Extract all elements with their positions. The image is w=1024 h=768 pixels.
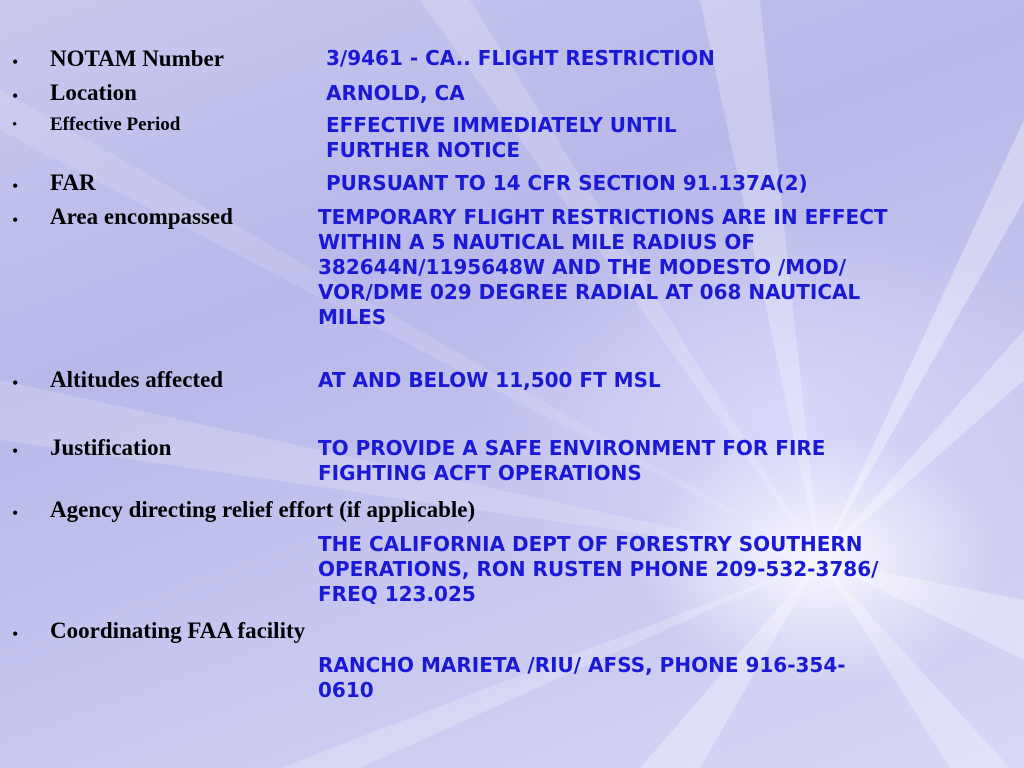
bullet: • bbox=[12, 176, 19, 196]
bullet: • bbox=[12, 441, 19, 461]
bullet: • bbox=[12, 52, 19, 72]
value-effective-period-line-2: FURTHER NOTICE bbox=[326, 138, 520, 162]
bullet: • bbox=[12, 117, 18, 133]
label-notam-number: NOTAM Number bbox=[50, 46, 224, 71]
label-agency-directing: Agency directing relief effort (if applicable) bbox=[50, 497, 476, 522]
value-area-line-1: TEMPORARY FLIGHT RESTRICTIONS ARE IN EFFECT bbox=[318, 205, 888, 229]
value-area-line-5: MILES bbox=[318, 305, 387, 329]
bullet: • bbox=[12, 503, 19, 523]
value-agency-line-3: FREQ 123.025 bbox=[318, 582, 476, 606]
value-agency-line-1: THE CALIFORNIA DEPT OF FORESTRY SOUTHERN bbox=[318, 532, 863, 556]
bullet: • bbox=[12, 624, 19, 644]
value-notam-number: 3/9461 - CA.. FLIGHT RESTRICTION bbox=[326, 46, 715, 70]
value-altitudes-affected: AT AND BELOW 11,500 FT MSL bbox=[318, 368, 661, 392]
value-facility-line-1: RANCHO MARIETA /RIU/ AFSS, PHONE 916-354- bbox=[318, 653, 846, 677]
bullet: • bbox=[12, 210, 19, 230]
label-far: FAR bbox=[50, 170, 96, 195]
label-justification: Justification bbox=[50, 435, 172, 460]
bullet: • bbox=[12, 86, 19, 106]
label-effective-period: Effective Period bbox=[50, 114, 181, 135]
label-area-encompassed: Area encompassed bbox=[50, 204, 233, 229]
label-coordinating-faa-facility: Coordinating FAA facility bbox=[50, 618, 306, 643]
label-location: Location bbox=[50, 80, 137, 105]
value-area-line-2: WITHIN A 5 NAUTICAL MILE RADIUS OF bbox=[318, 230, 756, 254]
value-agency-line-2: OPERATIONS, RON RUSTEN PHONE 209-532-3786/ bbox=[318, 557, 879, 581]
value-justification-line-2: FIGHTING ACFT OPERATIONS bbox=[318, 461, 642, 485]
value-area-line-4: VOR/DME 029 DEGREE RADIAL AT 068 NAUTICAL bbox=[318, 280, 861, 304]
value-effective-period-line-1: EFFECTIVE IMMEDIATELY UNTIL bbox=[326, 113, 677, 137]
value-justification-line-1: TO PROVIDE A SAFE ENVIRONMENT FOR FIRE bbox=[318, 436, 826, 460]
label-altitudes-affected: Altitudes affected bbox=[50, 367, 224, 392]
value-facility-line-2: 0610 bbox=[318, 678, 374, 702]
value-location: ARNOLD, CA bbox=[326, 81, 465, 105]
value-area-line-3: 382644N/1195648W AND THE MODESTO /MOD/ bbox=[318, 255, 847, 279]
bullet: • bbox=[12, 373, 19, 393]
value-far: PURSUANT TO 14 CFR SECTION 91.137A(2) bbox=[326, 171, 808, 195]
